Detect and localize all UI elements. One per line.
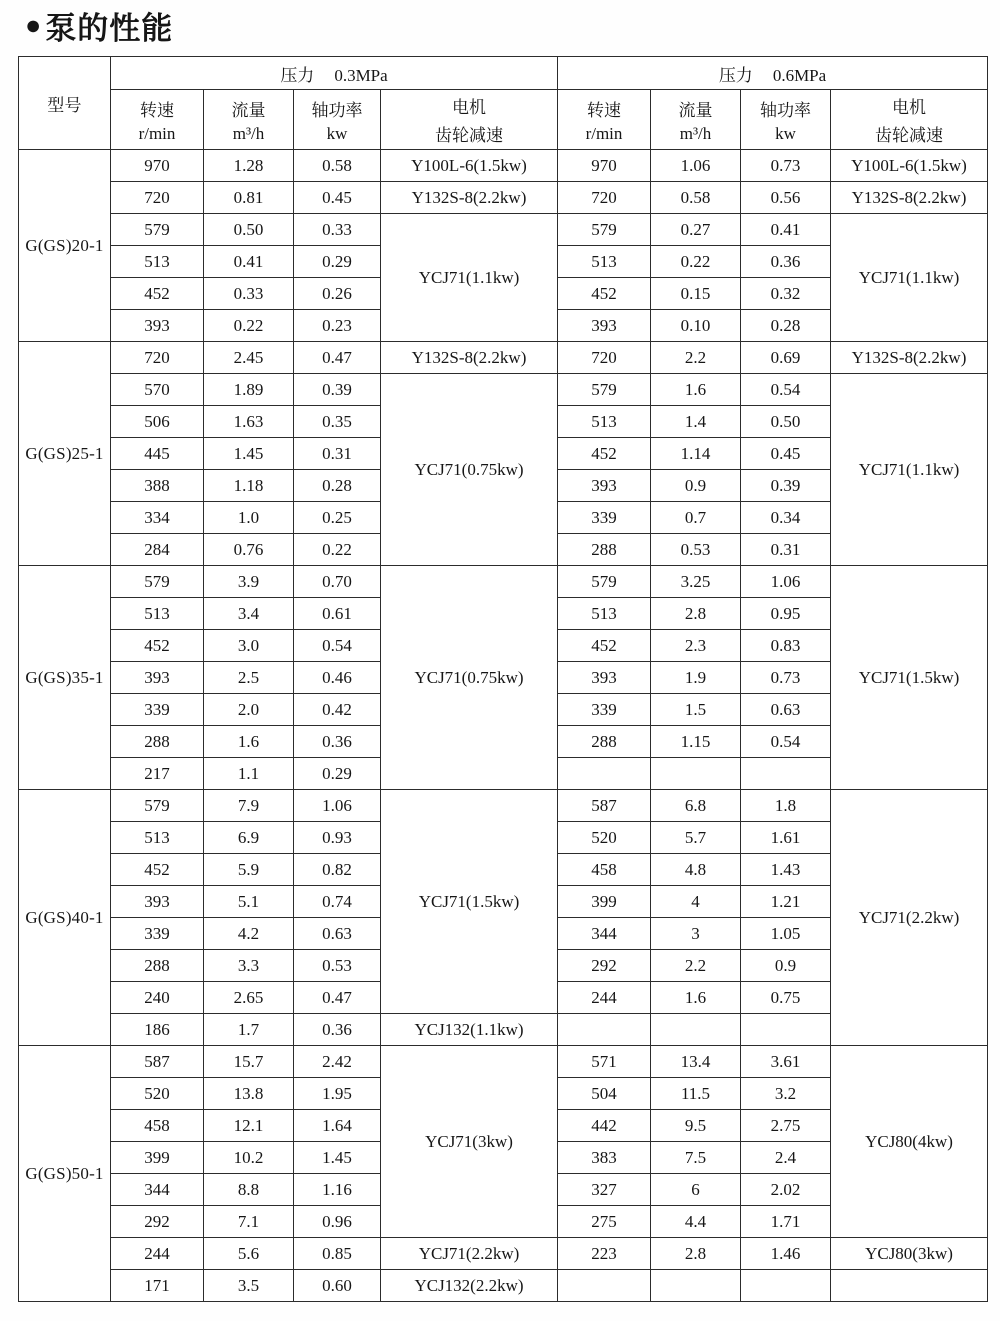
flow-cell: 1.0: [204, 502, 294, 534]
speed-cell: 442: [558, 1110, 651, 1142]
flow-cell: 3.0: [204, 630, 294, 662]
power-cell: 0.28: [741, 310, 831, 342]
speed-cell: 520: [558, 822, 651, 854]
speed-cell: 334: [111, 502, 204, 534]
power-cell: 3.2: [741, 1078, 831, 1110]
flow-cell: 3.5: [204, 1270, 294, 1302]
power-cell: 0.29: [294, 758, 381, 790]
speed-cell: 393: [558, 310, 651, 342]
power-cell: 0.63: [741, 694, 831, 726]
flow-cell: 6.8: [651, 790, 741, 822]
motor-cell: YCJ132(2.2kw): [381, 1270, 558, 1302]
motor-cell: YCJ71(1.1kw): [831, 214, 988, 342]
speed-cell: 513: [111, 246, 204, 278]
speed-cell: [558, 758, 651, 790]
power-cell: 0.25: [294, 502, 381, 534]
column-title: 电机: [452, 98, 486, 117]
power-cell: 0.69: [741, 342, 831, 374]
power-cell: 0.73: [741, 662, 831, 694]
flow-cell: 5.6: [204, 1238, 294, 1270]
speed-cell: 292: [558, 950, 651, 982]
motor-cell: Y132S-8(2.2kw): [831, 342, 988, 374]
flow-cell: [651, 1270, 741, 1302]
table-row: [19, 150, 988, 182]
power-cell: 0.31: [741, 534, 831, 566]
power-cell: 0.63: [294, 918, 381, 950]
flow-cell: 12.1: [204, 1110, 294, 1142]
column-unit: 齿轮减速: [875, 126, 943, 145]
speed-cell: 506: [111, 406, 204, 438]
column-title: 轴功率: [760, 100, 811, 120]
power-cell: 1.05: [741, 918, 831, 950]
flow-cell: 0.22: [651, 246, 741, 278]
pressure-value: 0.6MPa: [772, 65, 827, 85]
table-row: [19, 1238, 988, 1270]
power-cell: 0.36: [741, 246, 831, 278]
table-row: [19, 374, 988, 406]
power-header: [294, 90, 381, 150]
power-cell: 0.45: [741, 438, 831, 470]
column-title: 轴功率: [311, 100, 363, 120]
power-cell: 0.35: [294, 406, 381, 438]
pressure-06-header: [558, 57, 988, 90]
column-title: 转速: [140, 100, 174, 120]
motor-cell: YCJ71(2.2kw): [381, 1238, 558, 1270]
power-cell: 0.54: [294, 630, 381, 662]
flow-header: [651, 90, 741, 150]
flow-cell: 3: [651, 918, 741, 950]
power-cell: 0.85: [294, 1238, 381, 1270]
speed-cell: 399: [558, 886, 651, 918]
speed-cell: 579: [558, 566, 651, 598]
power-cell: [741, 1270, 831, 1302]
speed-cell: 970: [111, 150, 204, 182]
power-cell: 1.71: [741, 1206, 831, 1238]
flow-cell: 4.2: [204, 918, 294, 950]
power-cell: 0.56: [741, 182, 831, 214]
column-unit: m³/h: [232, 123, 265, 143]
flow-cell: 0.33: [204, 278, 294, 310]
motor-cell: YCJ71(1.5kw): [831, 566, 988, 790]
flow-cell: 1.45: [204, 438, 294, 470]
flow-cell: 0.22: [204, 310, 294, 342]
speed-cell: 275: [558, 1206, 651, 1238]
flow-cell: 1.9: [651, 662, 741, 694]
flow-cell: 0.50: [204, 214, 294, 246]
speed-cell: 393: [111, 886, 204, 918]
page-title: [25, 5, 1000, 45]
flow-cell: 0.7: [651, 502, 741, 534]
power-cell: 0.95: [741, 598, 831, 630]
flow-cell: 1.5: [651, 694, 741, 726]
speed-cell: 720: [558, 342, 651, 374]
power-cell: 0.70: [294, 566, 381, 598]
power-cell: 0.82: [294, 854, 381, 886]
power-cell: 0.61: [294, 598, 381, 630]
flow-cell: 2.45: [204, 342, 294, 374]
table-row: [19, 1270, 988, 1302]
page-title-text: 泵的性能: [45, 10, 174, 46]
motor-header: [381, 90, 558, 150]
power-cell: 0.39: [741, 470, 831, 502]
speed-cell: 520: [111, 1078, 204, 1110]
speed-cell: 445: [111, 438, 204, 470]
speed-cell: 452: [558, 438, 651, 470]
flow-cell: 6.9: [204, 822, 294, 854]
speed-cell: 288: [111, 950, 204, 982]
speed-cell: 513: [111, 598, 204, 630]
motor-cell: YCJ71(1.1kw): [831, 374, 988, 566]
flow-cell: 0.15: [651, 278, 741, 310]
speed-cell: 579: [111, 566, 204, 598]
power-cell: 2.4: [741, 1142, 831, 1174]
power-cell: 1.95: [294, 1078, 381, 1110]
power-cell: 0.60: [294, 1270, 381, 1302]
speed-header: [558, 90, 651, 150]
speed-cell: 217: [111, 758, 204, 790]
speed-cell: 587: [111, 1046, 204, 1078]
motor-cell: [831, 1270, 988, 1302]
speed-cell: 452: [111, 854, 204, 886]
power-cell: 0.96: [294, 1206, 381, 1238]
speed-cell: 587: [558, 790, 651, 822]
speed-cell: 244: [558, 982, 651, 1014]
column-unit: kw: [326, 123, 348, 143]
column-unit: m³/h: [679, 123, 712, 143]
speed-cell: 339: [558, 502, 651, 534]
flow-cell: 2.3: [651, 630, 741, 662]
motor-cell: YCJ80(4kw): [831, 1046, 988, 1238]
flow-cell: 1.7: [204, 1014, 294, 1046]
speed-cell: 579: [111, 214, 204, 246]
speed-cell: 513: [558, 598, 651, 630]
power-cell: 0.58: [294, 150, 381, 182]
column-unit: r/min: [585, 123, 623, 143]
power-cell: 0.22: [294, 534, 381, 566]
speed-cell: 452: [111, 278, 204, 310]
power-cell: 0.54: [741, 374, 831, 406]
speed-cell: [558, 1014, 651, 1046]
speed-cell: 339: [111, 694, 204, 726]
speed-cell: 513: [111, 822, 204, 854]
speed-cell: 344: [558, 918, 651, 950]
flow-cell: 2.0: [204, 694, 294, 726]
power-cell: 1.21: [741, 886, 831, 918]
power-cell: 0.53: [294, 950, 381, 982]
speed-cell: 284: [111, 534, 204, 566]
speed-cell: 720: [111, 182, 204, 214]
power-cell: 1.64: [294, 1110, 381, 1142]
flow-cell: 1.06: [651, 150, 741, 182]
flow-cell: 13.8: [204, 1078, 294, 1110]
flow-cell: 4.8: [651, 854, 741, 886]
flow-cell: 15.7: [204, 1046, 294, 1078]
column-title: 转速: [587, 100, 621, 120]
motor-cell: Y132S-8(2.2kw): [381, 342, 558, 374]
speed-cell: 579: [558, 374, 651, 406]
power-cell: 0.29: [294, 246, 381, 278]
column-title: 流量: [678, 100, 713, 120]
flow-cell: 7.5: [651, 1142, 741, 1174]
power-cell: 1.06: [741, 566, 831, 598]
table-row: [19, 214, 988, 246]
column-unit: 齿轮减速: [435, 126, 503, 145]
model-cell: G(GS)40-1: [19, 790, 111, 1046]
flow-cell: 10.2: [204, 1142, 294, 1174]
column-unit: r/min: [138, 123, 176, 143]
performance-table-body: [19, 150, 988, 1302]
speed-cell: 720: [558, 182, 651, 214]
speed-cell: 393: [111, 310, 204, 342]
flow-cell: 7.1: [204, 1206, 294, 1238]
power-cell: 1.45: [294, 1142, 381, 1174]
speed-cell: 288: [111, 726, 204, 758]
flow-cell: 0.9: [651, 470, 741, 502]
power-cell: 0.33: [294, 214, 381, 246]
speed-cell: 186: [111, 1014, 204, 1046]
model-header: 型号: [19, 57, 111, 150]
speed-cell: 571: [558, 1046, 651, 1078]
speed-cell: 399: [111, 1142, 204, 1174]
flow-cell: 3.25: [651, 566, 741, 598]
column-header-row: [19, 90, 988, 150]
motor-cell: Y132S-8(2.2kw): [831, 182, 988, 214]
motor-cell: Y100L-6(1.5kw): [831, 150, 988, 182]
pump-performance-table: [18, 56, 988, 1302]
power-cell: 1.46: [741, 1238, 831, 1270]
column-unit: kw: [775, 123, 796, 143]
motor-cell: YCJ71(0.75kw): [381, 566, 558, 790]
flow-cell: 5.9: [204, 854, 294, 886]
speed-cell: 452: [558, 278, 651, 310]
flow-cell: 7.9: [204, 790, 294, 822]
motor-cell: Y100L-6(1.5kw): [381, 150, 558, 182]
model-cell: G(GS)50-1: [19, 1046, 111, 1302]
motor-cell: YCJ71(1.1kw): [381, 214, 558, 342]
speed-cell: 383: [558, 1142, 651, 1174]
table-row: [19, 342, 988, 374]
power-cell: 0.32: [741, 278, 831, 310]
table-row: [19, 790, 988, 822]
power-cell: 0.42: [294, 694, 381, 726]
flow-cell: 1.6: [204, 726, 294, 758]
model-cell: G(GS)25-1: [19, 342, 111, 566]
flow-cell: 0.27: [651, 214, 741, 246]
speed-cell: 393: [111, 662, 204, 694]
speed-cell: 388: [111, 470, 204, 502]
table-row: [19, 182, 988, 214]
flow-cell: 0.10: [651, 310, 741, 342]
flow-cell: 3.9: [204, 566, 294, 598]
speed-cell: 240: [111, 982, 204, 1014]
flow-cell: 0.76: [204, 534, 294, 566]
motor-header: [831, 90, 988, 150]
flow-cell: 0.58: [651, 182, 741, 214]
motor-cell: YCJ71(1.5kw): [381, 790, 558, 1014]
power-cell: 0.47: [294, 982, 381, 1014]
speed-cell: 223: [558, 1238, 651, 1270]
speed-cell: 579: [558, 214, 651, 246]
pressure-header-row: [19, 57, 988, 90]
flow-cell: 1.28: [204, 150, 294, 182]
model-cell: G(GS)20-1: [19, 150, 111, 342]
speed-cell: 504: [558, 1078, 651, 1110]
power-cell: 0.45: [294, 182, 381, 214]
flow-cell: 0.81: [204, 182, 294, 214]
flow-cell: 6: [651, 1174, 741, 1206]
table-row: [19, 566, 988, 598]
power-cell: 0.28: [294, 470, 381, 502]
power-cell: 2.42: [294, 1046, 381, 1078]
speed-cell: 244: [111, 1238, 204, 1270]
speed-cell: 513: [558, 246, 651, 278]
speed-cell: 171: [111, 1270, 204, 1302]
power-cell: 0.47: [294, 342, 381, 374]
flow-cell: 4: [651, 886, 741, 918]
power-cell: 0.50: [741, 406, 831, 438]
speed-cell: 393: [558, 470, 651, 502]
flow-cell: 1.18: [204, 470, 294, 502]
speed-cell: 344: [111, 1174, 204, 1206]
speed-cell: 327: [558, 1174, 651, 1206]
motor-cell: Y132S-8(2.2kw): [381, 182, 558, 214]
flow-cell: 11.5: [651, 1078, 741, 1110]
power-cell: 0.74: [294, 886, 381, 918]
table-row: [19, 1046, 988, 1078]
power-cell: 1.16: [294, 1174, 381, 1206]
power-cell: [741, 1014, 831, 1046]
flow-cell: 1.6: [651, 982, 741, 1014]
flow-header: [204, 90, 294, 150]
motor-cell: YCJ71(3kw): [381, 1046, 558, 1238]
flow-cell: 8.8: [204, 1174, 294, 1206]
speed-cell: 288: [558, 726, 651, 758]
flow-cell: 2.8: [651, 1238, 741, 1270]
flow-cell: [651, 1014, 741, 1046]
pressure-03-header: [111, 57, 558, 90]
power-cell: 0.34: [741, 502, 831, 534]
speed-cell: 458: [558, 854, 651, 886]
power-cell: 0.9: [741, 950, 831, 982]
power-cell: 0.75: [741, 982, 831, 1014]
motor-cell: YCJ80(3kw): [831, 1238, 988, 1270]
flow-cell: 1.1: [204, 758, 294, 790]
power-cell: 0.36: [294, 1014, 381, 1046]
column-title: 电机: [892, 98, 926, 117]
flow-cell: 2.2: [651, 342, 741, 374]
speed-cell: 458: [111, 1110, 204, 1142]
power-cell: 3.61: [741, 1046, 831, 1078]
flow-cell: 13.4: [651, 1046, 741, 1078]
power-cell: 0.36: [294, 726, 381, 758]
power-cell: 1.43: [741, 854, 831, 886]
power-cell: 0.31: [294, 438, 381, 470]
speed-cell: 452: [558, 630, 651, 662]
flow-cell: 1.4: [651, 406, 741, 438]
power-cell: 0.46: [294, 662, 381, 694]
flow-cell: 1.63: [204, 406, 294, 438]
flow-cell: 2.5: [204, 662, 294, 694]
flow-cell: 2.2: [651, 950, 741, 982]
speed-cell: 393: [558, 662, 651, 694]
column-title: 流量: [231, 100, 266, 120]
flow-cell: 3.4: [204, 598, 294, 630]
speed-cell: [558, 1270, 651, 1302]
power-cell: 1.61: [741, 822, 831, 854]
motor-cell: YCJ71(2.2kw): [831, 790, 988, 1046]
motor-cell: YCJ132(1.1kw): [381, 1014, 558, 1046]
power-cell: 2.75: [741, 1110, 831, 1142]
bullet-icon: ●: [25, 9, 43, 40]
power-header: [741, 90, 831, 150]
speed-cell: 720: [111, 342, 204, 374]
speed-header: [111, 90, 204, 150]
speed-cell: 452: [111, 630, 204, 662]
flow-cell: 0.41: [204, 246, 294, 278]
flow-cell: 1.14: [651, 438, 741, 470]
power-cell: 0.83: [741, 630, 831, 662]
flow-cell: [651, 758, 741, 790]
flow-cell: 4.4: [651, 1206, 741, 1238]
speed-cell: 570: [111, 374, 204, 406]
speed-cell: 339: [111, 918, 204, 950]
motor-cell: YCJ71(0.75kw): [381, 374, 558, 566]
flow-cell: 5.7: [651, 822, 741, 854]
pressure-label: 压力: [718, 65, 753, 85]
flow-cell: 5.1: [204, 886, 294, 918]
power-cell: 0.41: [741, 214, 831, 246]
power-cell: 0.73: [741, 150, 831, 182]
flow-cell: 1.6: [651, 374, 741, 406]
pressure-label: 压力: [280, 65, 315, 85]
flow-cell: 9.5: [651, 1110, 741, 1142]
power-cell: 0.23: [294, 310, 381, 342]
power-cell: 0.54: [741, 726, 831, 758]
flow-cell: 0.53: [651, 534, 741, 566]
power-cell: 1.06: [294, 790, 381, 822]
power-cell: 0.26: [294, 278, 381, 310]
power-cell: [741, 758, 831, 790]
flow-cell: 1.89: [204, 374, 294, 406]
speed-cell: 339: [558, 694, 651, 726]
flow-cell: 2.65: [204, 982, 294, 1014]
power-cell: 2.02: [741, 1174, 831, 1206]
speed-cell: 970: [558, 150, 651, 182]
flow-cell: 1.15: [651, 726, 741, 758]
power-cell: 0.39: [294, 374, 381, 406]
flow-cell: 2.8: [651, 598, 741, 630]
speed-cell: 292: [111, 1206, 204, 1238]
speed-cell: 579: [111, 790, 204, 822]
model-cell: G(GS)35-1: [19, 566, 111, 790]
speed-cell: 513: [558, 406, 651, 438]
flow-cell: 3.3: [204, 950, 294, 982]
pressure-value: 0.3MPa: [334, 65, 388, 85]
power-cell: 1.8: [741, 790, 831, 822]
speed-cell: 288: [558, 534, 651, 566]
power-cell: 0.93: [294, 822, 381, 854]
